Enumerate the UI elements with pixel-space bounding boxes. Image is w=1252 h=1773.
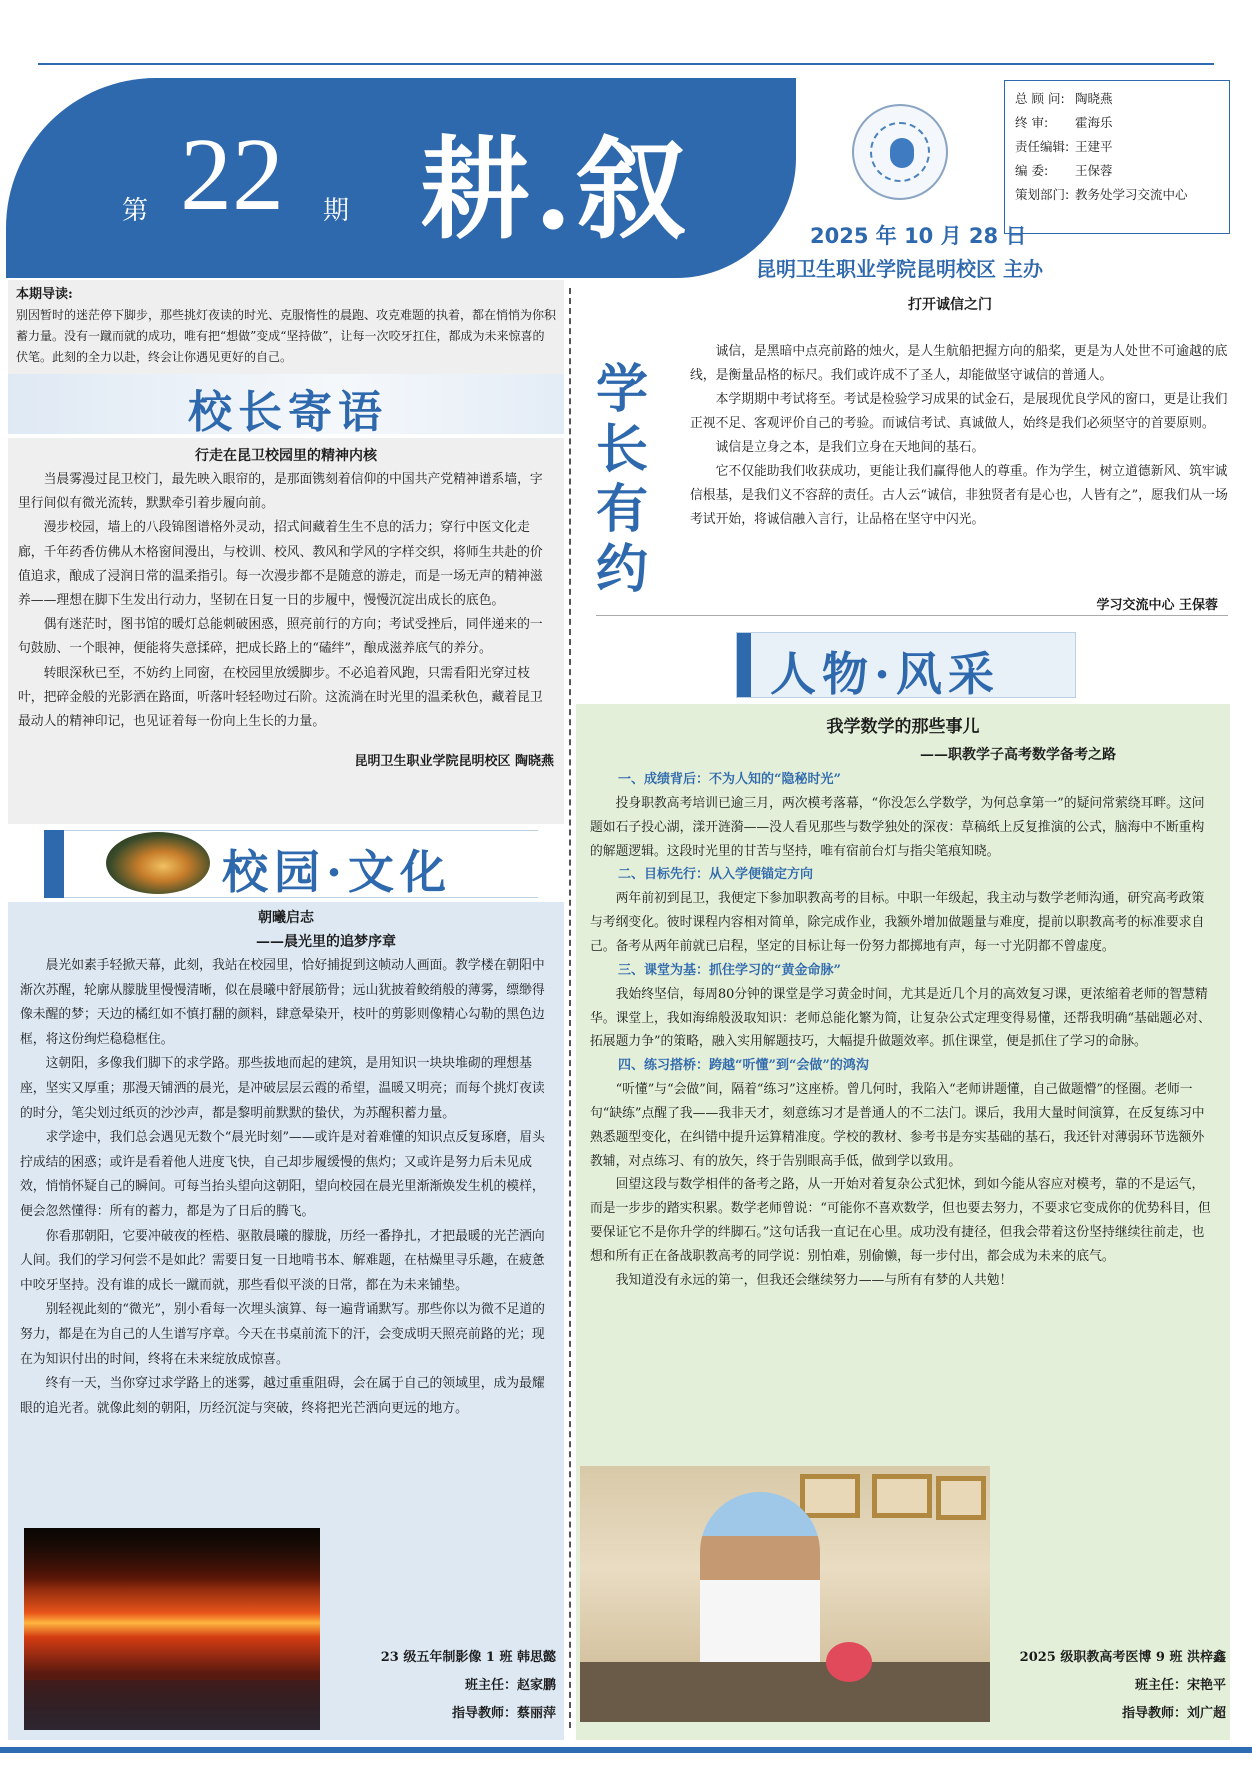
staff-row <box>1015 159 1219 183</box>
section-rule <box>596 615 1228 616</box>
column-divider <box>569 288 571 1728</box>
seniors-section-title: 学长有约 <box>595 359 648 600</box>
credit-student: 2025 级职教高考医博 9 班 洪梓鑫 <box>1019 1650 1226 1665</box>
masthead-title: 耕.叙 <box>420 125 691 254</box>
article-paragraph: 它不仅能助我们收获成功，更能让我们赢得他人的尊重。作为学生，树立道德新风、筑牢诚信根基，是我们义不容辞的责任。古人云“诚信，非独贤者有是心也，人皆有之”，愿我们从一场考试开始，将诚信融入言行，让品格在坚守中闪光。 <box>690 464 1228 527</box>
article-paragraph: 回望这段与数学相伴的备考之路，从一开始对着复杂公式犯怵，到如今能从容应对模考，靠的不是运气，而是一步步的踏实积累。数学老师曾说：“可能你不喜欢数学，但也要去努力，不要求它变成你的优势科目，但要保证它不是你升学的绊脚石。”这句话我一直记在心里。成功没有捷径，但我会带着这份坚持继续往前走，也想和所有正在备战职教高考的同学说：别怕难，别偷懒，每一步付出，都会成为未来的底气。 <box>590 1177 1211 1264</box>
tree-silhouette <box>24 1528 320 1588</box>
issue-suffix: 期 <box>323 196 350 226</box>
staff-name: 霍海乐 <box>1075 115 1113 130</box>
article-title: 行走在昆卫校园里的精神内核 <box>195 448 377 464</box>
article-title: 我学数学的那些事儿 <box>826 717 980 737</box>
intro-heading: 本期导读: <box>16 287 73 302</box>
sponsor-line: 昆明卫生职业学院昆明校区 主办 <box>756 257 1043 281</box>
wall-frame <box>872 1474 932 1518</box>
article-title: 朝曦启志 <box>258 910 314 926</box>
article-heading: 四、练习搭桥：跨越“听懂”到“会做”的鸿沟 <box>618 1058 869 1074</box>
staff-name: 王保蓉 <box>1075 163 1113 178</box>
article-paragraph: 投身职教高考培训已逾三月，两次模考落幕，“你没怎么学数学，为何总拿第一”的疑问常萦绕耳畔。这问题如石子投心湖，漾开涟漪——没人看见那些与数学独处的深夜：草稿纸上反复推演的公式，脑海中不断重构的解题逻辑。这段时光里的甘苦与坚持，唯有宿前台灯与指尖笔痕知晓。 <box>590 796 1205 859</box>
article-heading: 二、目标先行：从入学便锚定方向 <box>618 867 814 883</box>
profile-credits <box>990 1644 1226 1728</box>
article-signature: 学习交流中心 王保蓉 <box>1096 598 1218 613</box>
staff-role: 策划部门: <box>1015 187 1070 202</box>
staff-box <box>1004 80 1230 234</box>
staff-row <box>1015 135 1219 159</box>
article-paragraph: 这朝阳，多像我们脚下的求学路。那些拔地而起的建筑，是用知识一块块堆砌的理想基座，坚实又厚重；那漫天铺洒的晨光，是冲破层层云霞的希望，温暖又明亮；而每个挑灯夜读的时分，笔尖划过纸页的沙沙声，都是黎明前默默的蛰伏，为苏醒积蓄力量。 <box>20 1056 545 1121</box>
credit-teacher: 班主任：赵家鹏 <box>464 1678 556 1693</box>
issue-number: 22 <box>180 117 284 232</box>
staff-role: 责任编辑: <box>1015 139 1070 154</box>
article-paragraph: 当晨雾漫过昆卫校门，最先映入眼帘的，是那面镌刻着信仰的中国共产党精神谱系墙，字里行间似有微光流转，默默牵引着步履向前。 <box>18 472 543 512</box>
staff-row <box>1015 111 1219 135</box>
logo-emblem-icon <box>890 138 914 168</box>
principal-section-title: 校长寄语 <box>188 387 388 438</box>
article-heading: 一、成绩背后：不为人知的“隐秘时光” <box>618 772 841 787</box>
article-paragraph: 诚信，是黑暗中点亮前路的烛火，是人生航船把握方向的船桨，更是为人处世不可逾越的底线，是衡量品格的标尺。我们或许成不了圣人，却能做坚守诚信的普通人。 <box>690 344 1228 383</box>
article-paragraph: 转眼深秋已至，不妨约上同窗，在校园里放缓脚步。不必追着风跑，只需看阳光穿过枝叶，把碎金般的光影洒在路面，听落叶轻轻吻过石阶。这流淌在时光里的温柔秋色，藏着昆卫最动人的精神印记，也见证着每一份向上生长的力量。 <box>18 665 543 730</box>
issue-intro <box>8 280 564 374</box>
staff-role: 编 委: <box>1015 163 1049 178</box>
culture-section-title: 校园·文化 <box>222 845 453 899</box>
bottom-rule <box>0 1747 1252 1753</box>
culture-credits <box>330 1644 556 1728</box>
staff-name: 教务处学习交流中心 <box>1075 187 1188 202</box>
banner-accent <box>44 830 64 898</box>
article-paragraph: “听懂”与“会做”间，隔着“练习”这座桥。曾几何时，我陷入“老师讲题懂，自己做题懵”的怪圈。老师一句“缺练”点醒了我——我非天才，刻意练习才是普通人的不二法门。课后，我用大量时间演算，在反复练习中熟悉题型变化，在纠错中提升运算精准度。学校的教材、参考书是夯实基础的基石，我还针对薄弱环节选额外教辅，对点练习、有的放矢，终于告别眼高手低，做到学以致用。 <box>590 1082 1205 1169</box>
article-paragraph: 偶有迷茫时，图书馆的暖灯总能刺破困惑，照亮前行的方向；考试受挫后，同伴递来的一句鼓励、一个眼神，便能将失意揉碎，把成长路上的“磕绊”，酿成滋养底气的养分。 <box>18 617 543 657</box>
credit-student: 23 级五年制影像 1 班 韩思懿 <box>380 1650 556 1665</box>
sunrise-thumbnail <box>106 832 210 894</box>
seniors-article <box>690 340 1230 532</box>
staff-name: 陶晓燕 <box>1075 91 1113 106</box>
top-rule <box>38 63 1214 65</box>
credit-teacher: 班主任：宋艳平 <box>1134 1678 1226 1693</box>
article-paragraph: 本学期期中考试将至。考试是检验学习成果的试金石，是展现优良学风的窗口，更是让我们正视不足、客观评价自己的考验。而诚信考试、真诚做人，始终是我们必须坚守的首要原则。 <box>690 392 1228 431</box>
article-subtitle: ——职教学子高考数学备考之路 <box>920 747 1116 763</box>
staff-row <box>1015 87 1219 111</box>
article-paragraph: 求学途中，我们总会遇见无数个“晨光时刻”——或许是对着难懂的知识点反复琢磨，眉头拧成结的困惑；或许是看着他人进度飞快，自己却步履缓慢的焦灼；又或许是努力后未见成效，悄悄怀疑自己的瞬间。可每当抬头望向这朝阳，望向校园在晨光里渐渐焕发生机的模样，便会忽然懂得：所有的蓄力，都是为了日后的腾飞。 <box>20 1130 545 1219</box>
staff-role: 总 顾 问: <box>1015 91 1065 106</box>
staff-row <box>1015 183 1219 207</box>
city-silhouette <box>24 1680 320 1730</box>
article-paragraph: 漫步校园，墙上的八段锦图谱格外灵动，招式间藏着生生不息的活力；穿行中医文化走廊，千年药香仿佛从木格窗间漫出，与校训、校风、教风和学风的字样交织，将师生共赴的价值追求，酿成了浸润日常的温柔指引。每一次漫步都不是随意的游走，而是一场无声的精神滋养——理想在脚下生发出行动力，坚韧在日复一日的步履中，慢慢沉淀出成长的底色。 <box>18 520 543 609</box>
desk <box>580 1662 990 1722</box>
article-signature: 昆明卫生职业学院昆明校区 陶晓燕 <box>354 754 554 770</box>
article-paragraph: 你看那朝阳，它要冲破夜的桎梏、驱散晨曦的朦胧，历经一番挣扎，才把最暖的光芒洒向人间。我们的学习何尝不是如此？需要日复一日地啃书本、解难题，在枯燥里寻乐趣，在疲惫中咬牙坚持。没有谁的成长一蹴而就，那些看似平淡的日常，都在为未来铺垫。 <box>20 1228 545 1293</box>
credit-advisor: 指导教师：蔡丽萍 <box>451 1706 556 1721</box>
issue-date: 2025 年 10 月 28 日 <box>810 224 1027 248</box>
article-paragraph: 别轻视此刻的“微光”，别小看每一次埋头演算、每一遍背诵默写。那些你以为微不足道的努力，都是在为自己的人生谱写序章。今天在书桌前流下的汗，会变成明天照亮前路的光；现在为知识付出的时间，终将在未来绽放成惊喜。 <box>20 1302 545 1367</box>
article-paragraph: 终有一天，当你穿过求学路上的迷雾，越过重重阻碍，会在属于自己的领域里，成为最耀眼的追光者。就像此刻的朝阳，历经沉淀与突破，终将把光芒洒向更远的地方。 <box>20 1376 545 1416</box>
article-paragraph: 我始终坚信，每周80分钟的课堂是学习黄金时间，尤其是近几个月的高效复习课，更浓缩着老师的智慧精华。课堂上，我如海绵般汲取知识：老师总能化繁为简，让复杂公式定理变得易懂，还帮我明确“基础题必对、拓展题力争”的策略，融入实用解题技巧，大幅提升做题效率。抓住课堂，便是抓住了学习的命脉。 <box>590 986 1211 1050</box>
school-logo <box>852 104 948 200</box>
profile-section-title: 人物·风采 <box>770 647 1001 701</box>
staff-name: 王建平 <box>1075 139 1113 154</box>
sunrise-photo <box>24 1528 320 1730</box>
anatomy-model <box>826 1642 872 1682</box>
issue-prefix: 第 <box>122 196 149 226</box>
article-paragraph: 诚信是立身之本，是我们立身在天地间的基石。 <box>715 440 985 455</box>
wall-frame <box>936 1476 986 1520</box>
article-paragraph: 晨光如素手轻掀天幕，此刻，我站在校园里，恰好捕捉到这帧动人画面。教学楼在朝阳中渐次苏醒，轮廓从朦胧里慢慢清晰，似在晨曦中舒展筋骨；远山犹披着鲛绡般的薄雾，缥缈得像未醒的梦；天边的橘红如不慎打翻的颜料，肆意晕染开，枝叶的剪影则像精心勾勒的黑色边框，将这份绚烂稳稳框住。 <box>20 958 545 1047</box>
principal-article <box>8 438 564 824</box>
intro-text: 别因暂时的迷茫停下脚步，那些挑灯夜读的时光、克服惰性的晨跑、攻克难题的执着，都在悄悄为你积蓄力量。没有一蹴而就的成功，唯有把“想做”变成“坚持做”，让每一次咬牙扛住，都成为未来惊喜的伏笔。此刻的全力以赴，终会让你遇见更好的自己。 <box>16 308 557 364</box>
wall-frame <box>800 1474 860 1518</box>
student-photo <box>580 1466 990 1722</box>
staff-role: 终 审: <box>1015 115 1049 130</box>
article-paragraph: 两年前初到昆卫，我便定下参加职教高考的目标。中职一年级起，我主动与数学老师沟通，研究高考政策与考纲变化。彼时课程内容相对简单，除完成作业，我额外增加做题量与难度，提前以职教高考的标准要求自己。备考从两年前就已启程，坚定的目标让每一份努力都掷地有声，每一寸光阴都不曾虚度。 <box>590 891 1205 954</box>
article-subtitle: ——晨光里的追梦序章 <box>256 934 396 950</box>
credit-advisor: 指导教师：刘广超 <box>1121 1706 1226 1721</box>
article-heading: 三、课堂为基：抓住学习的“黄金命脉” <box>618 962 841 978</box>
article-paragraph: 我知道没有永远的第一，但我还会继续努力——与所有有梦的人共勉！ <box>615 1272 1013 1288</box>
article-title: 打开诚信之门 <box>908 297 992 313</box>
